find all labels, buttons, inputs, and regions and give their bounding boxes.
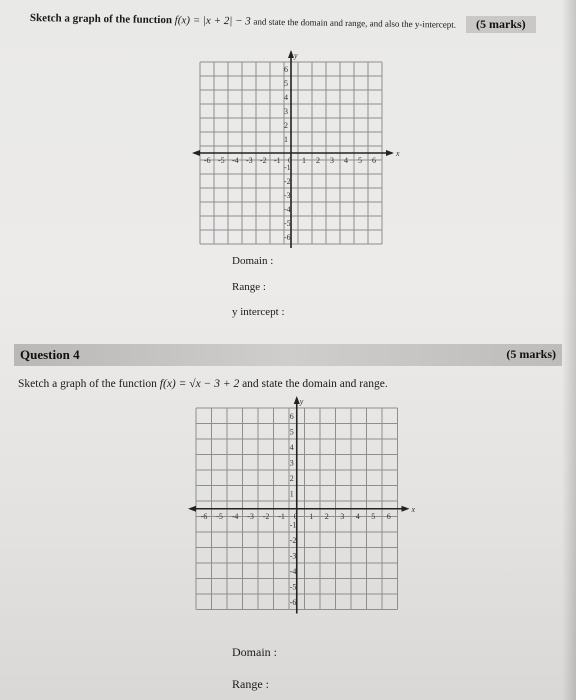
question4-x-tick-label: -1 [278,511,285,521]
question4-y-tick-label: -4 [289,566,297,576]
question4-x-tick-label: 0 [293,511,298,521]
question4-instruction-start: Sketch a graph of the function [18,378,157,390]
question4-x-left-arrow-icon [188,506,196,512]
question3-range-label: Range : [232,281,266,293]
question3-x-tick-label: -3 [246,156,253,165]
question3-y-intercept-label: y intercept : [232,306,285,318]
question3-x-tick-label: -6 [204,156,211,165]
question4-x-tick-label: 3 [340,511,345,521]
question4-y-tick-label: -5 [289,582,297,592]
question3-y-tick-label: 6 [284,65,288,74]
question3-function: f(x) = |x + 2| − 3 [174,14,251,28]
question3-x-left-arrow-icon [192,150,200,156]
question3-y-tick-label: -5 [284,219,291,228]
question3-y-tick-label: 4 [284,93,288,102]
question4-domain-label: Domain : [232,645,277,659]
question3-x-tick-label: 5 [358,156,362,165]
question3-y-tick-label: 3 [284,107,288,116]
question3-y-tick-label: -3 [284,191,291,200]
question3-x-arrow-icon [386,150,394,156]
question4-x-tick-label: 6 [386,511,391,521]
question4-y-tick-label: 3 [289,458,294,468]
question3-y-axis-label: y [294,51,298,60]
question3-y-tick-label: -2 [284,177,291,186]
question3-x-tick-label: -1 [274,156,281,165]
question4-x-tick-label: 5 [371,511,376,521]
question4-range-label: Range : [232,677,269,691]
question3-x-tick-label: 0 [288,156,292,165]
question3-y-tick-label: 1 [284,135,288,144]
question4-x-tick-label: -6 [200,511,208,521]
question3-y-tick-label: -4 [284,205,291,214]
question4-x-tick-label: 4 [355,511,360,521]
question3-coordinate-grid[interactable] [190,51,400,248]
question4-y-tick-label: -6 [289,597,297,607]
question3-x-tick-label: 2 [316,156,320,165]
question3-x-tick-label: 4 [344,156,348,165]
question4-x-tick-label: 1 [309,511,314,521]
question4-title: Question 4 [20,347,80,362]
question4-y-tick-label: -1 [289,520,297,530]
question4-function: f(x) = √x − 3 + 2 [159,378,240,390]
question4-x-tick-label: -4 [231,511,239,521]
question4-x-tick-label: -2 [262,511,270,521]
question3-domain-label: Domain : [232,255,274,267]
question3-instruction-end: and state the domain and range, and also the y-intercept. [253,16,457,30]
question4-x-tick-label: 2 [324,511,329,521]
question3-x-tick-label: 1 [302,156,306,165]
question4-instruction [18,378,388,390]
question3-x-tick-label: 3 [330,156,334,165]
question3-x-tick-label: -5 [218,156,225,165]
question4-y-tick-label: -3 [289,551,297,561]
question4-y-tick-label: 5 [289,427,294,437]
question4-x-axis-label: x [411,504,416,514]
question4-coordinate-grid[interactable] [186,397,416,615]
question4-y-tick-label: 1 [289,489,294,499]
question3-x-tick-label: 6 [372,156,376,165]
question3-instruction-start: Sketch a graph of the function [29,12,173,27]
question4-instruction-end: and state the domain and range. [242,378,388,390]
question3-y-tick-label: 2 [284,121,288,130]
question4-y-tick-label: 4 [289,442,294,452]
question4-y-tick-label: 2 [289,473,294,483]
question4-marks: (5 marks) [506,347,556,361]
question4-y-axis-label: y [299,397,304,406]
question3-y-tick-label: -1 [284,163,291,172]
question3-marks: (5 marks) [466,16,536,33]
question4-x-tick-label: -3 [247,511,254,521]
question3-y-tick-label: -6 [284,233,291,242]
question4-header-bar [14,344,562,366]
question3-y-tick-label: 5 [284,79,288,88]
question4-y-tick-label: -2 [289,535,297,545]
question4-x-arrow-icon [402,506,410,512]
question3-x-tick-label: -2 [260,156,267,165]
page-edge-shadow [562,0,576,700]
question3-x-axis-label: x [396,149,400,158]
question4-x-tick-label: -5 [216,511,223,521]
question4-y-tick-label: 6 [289,411,294,421]
question3-x-tick-label: -4 [232,156,239,165]
